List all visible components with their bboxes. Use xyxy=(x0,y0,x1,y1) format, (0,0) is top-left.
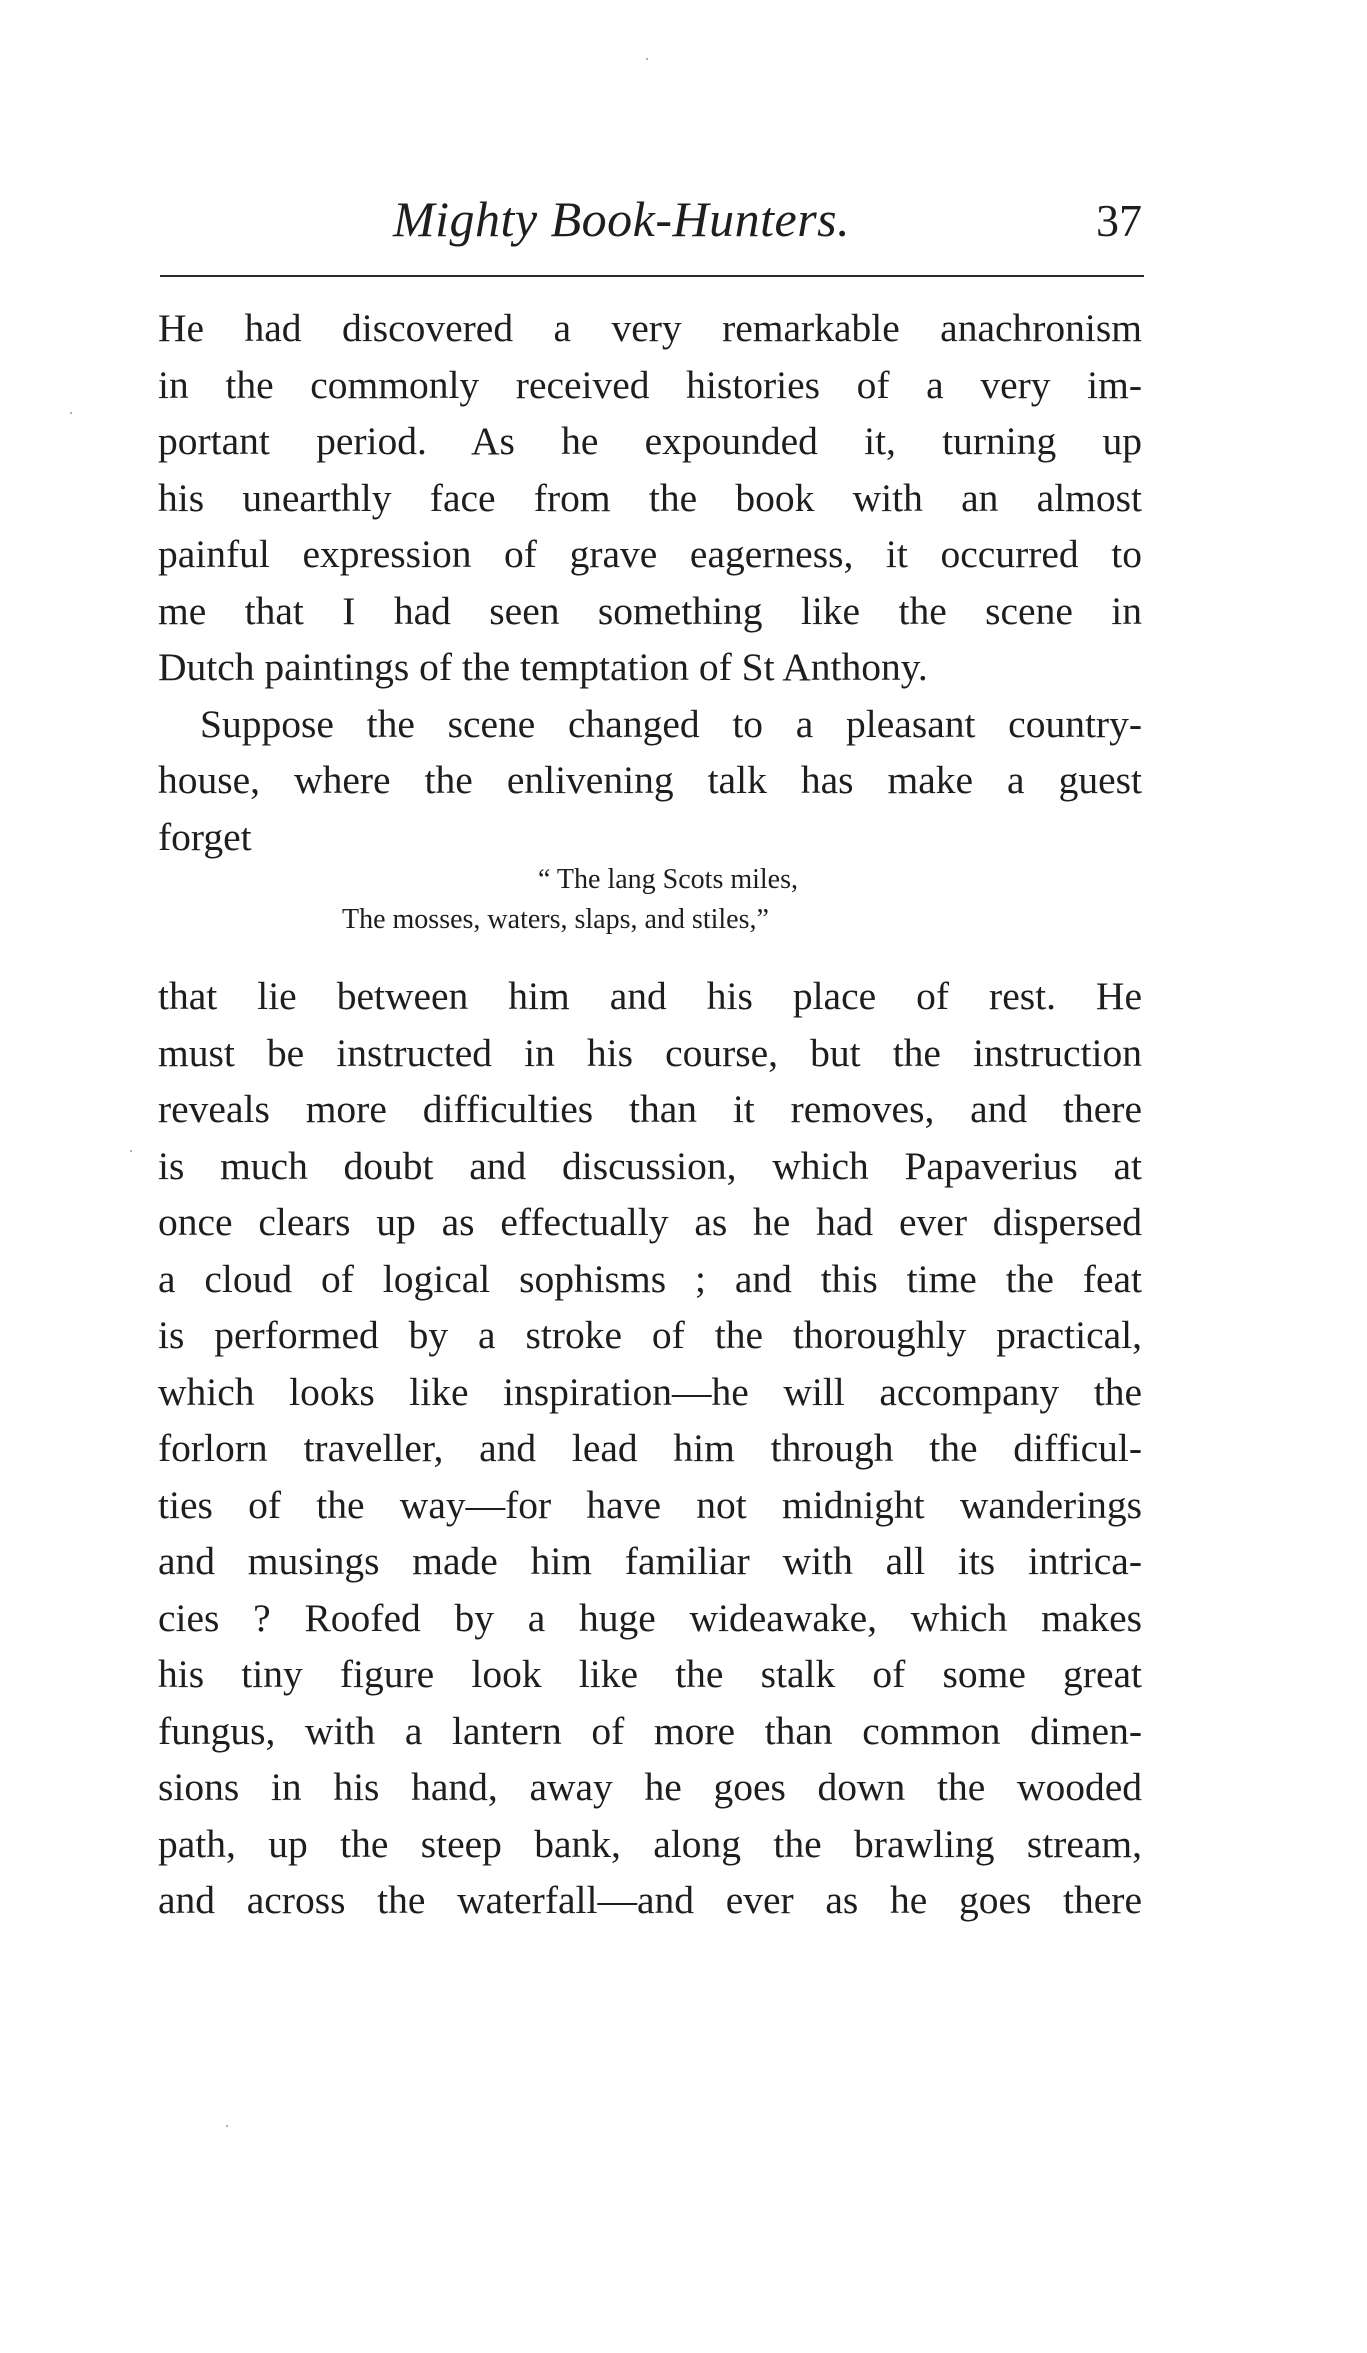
text-line: painful expression of grave eagerness, it occurred to xyxy=(158,532,1142,576)
text-line: cies ? Roofed by a huge wideawake, which makes xyxy=(158,1595,1142,1640)
header-rule xyxy=(160,275,1144,277)
text-line: in the commonly received histories of a very im- xyxy=(158,362,1142,407)
text-line: his unearthly face from the book with an almost xyxy=(158,475,1142,520)
paper-speck xyxy=(226,2125,228,2127)
verse-quotation xyxy=(158,860,1142,940)
text-line: forget xyxy=(158,814,252,859)
text-line: Dutch paintings of the temptation of St Anthony. xyxy=(158,645,928,689)
text-line: once clears up as effectually as he had ever dispersed xyxy=(158,1200,1142,1244)
text-line: fungus, with a lantern of more than common dimen- xyxy=(158,1708,1142,1753)
text-line: path, up the steep bank, along the brawling stream, xyxy=(158,1821,1142,1866)
text-line: reveals more difficulties than it removes, and there xyxy=(158,1087,1142,1131)
verse-line: “ The lang Scots miles, xyxy=(538,864,798,895)
text-line: which looks like inspiration—he will accompany the xyxy=(158,1369,1142,1414)
paragraph-3 xyxy=(158,968,1142,1929)
text-line: forlorn traveller, and lead him through the difficul- xyxy=(158,1426,1142,1470)
text-line: is performed by a stroke of the thoroughly practical, xyxy=(158,1313,1142,1357)
running-title: Mighty Book-Hunters. xyxy=(393,191,851,247)
paragraph-1 xyxy=(158,300,1142,865)
paper-speck xyxy=(130,1150,132,1152)
text-line: his tiny figure look like the stalk of some great xyxy=(158,1652,1142,1696)
text-line: and musings made him familiar with all its intrica- xyxy=(158,1539,1142,1583)
text-line: Suppose the scene changed to a pleasant country- xyxy=(200,701,1142,746)
text-line: is much doubt and discussion, which Papaverius at xyxy=(158,1143,1142,1188)
text-line: must be instructed in his course, but the instruction xyxy=(158,1030,1142,1075)
text-line: me that I had seen something like the scene in xyxy=(158,588,1142,633)
verse-line: The mosses, waters, slaps, and stiles,” xyxy=(342,904,769,935)
text-line: and across the waterfall—and ever as he goes there xyxy=(158,1878,1142,1922)
text-line: that lie between him and his place of rest. He xyxy=(158,974,1142,1018)
page-number: 37 xyxy=(1096,195,1142,246)
text-line: He had discovered a very remarkable anachronism xyxy=(158,306,1142,350)
running-header xyxy=(158,188,1142,258)
text-line: sions in his hand, away he goes down the wooded xyxy=(158,1765,1142,1809)
text-line: house, where the enlivening talk has make a guest xyxy=(158,758,1142,802)
paper-speck xyxy=(70,412,72,414)
text-line: a cloud of logical sophisms ; and this time the feat xyxy=(158,1256,1142,1301)
text-line: ties of the way—for have not midnight wanderings xyxy=(158,1482,1142,1527)
paper-speck xyxy=(646,58,648,60)
text-line: portant period. As he expounded it, turning up xyxy=(158,419,1142,463)
